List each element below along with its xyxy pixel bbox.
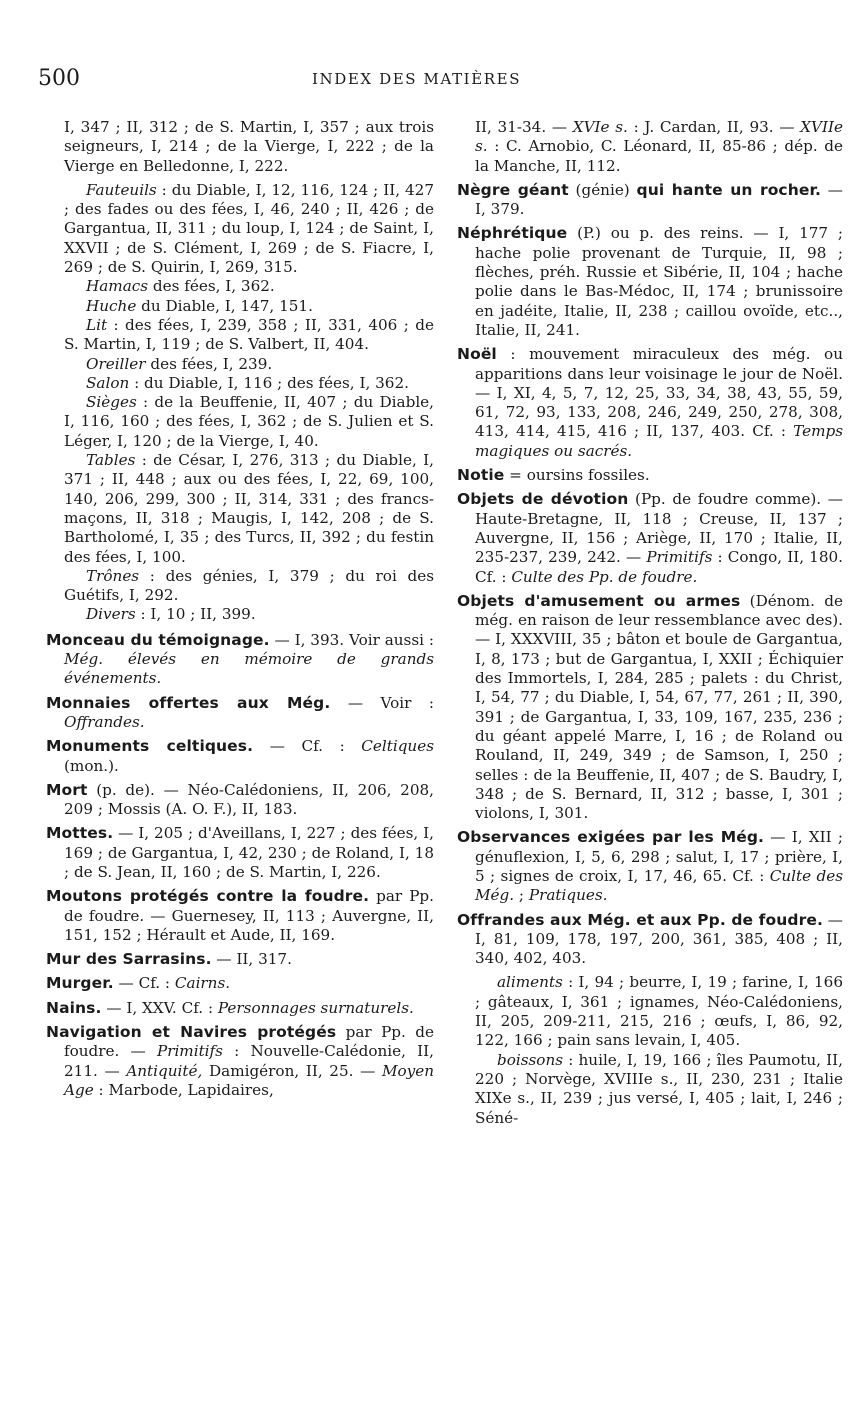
subentry-divers: Divers : I, 10 ; II, 399. [86,605,256,624]
entry-noel: Noël : mouvement miraculeux des még. ou apparitions dans leur voisinage le jour de Noël. — I, XI, 4, 5, 7, 12, 25, 33, 34, 38, 43, 55, 59, 61, 72, 93, 133, 208, 246, 249, 250, 278, 308, 413, 414, 415, 416 ; II, 137, 403. Cf. : Temps magiques ou sacrés. [457,345,843,460]
subentry-tables: Tables : de César, I, 276, 313 ; du Diable, I, 371 ; II, 448 ; aux ou des fées, I, 22, 69, 100, 140, 206, 299, 300 ; II, 314, 331 ; des francs-maçons, II, 318 ; Maugis, I, 142, 208 ; de S. Bartholomé, I, 35 ; des Turcs, II, 392 ; du festin des fées, I, 100. [64,451,434,566]
subentries-block [46,181,434,625]
entry-monuments: Monuments celtiques. — Cf. : Celtiques (mon.). [46,737,434,775]
subentry-aliments: aliments : I, 94 ; beurre, I, 19 ; farine, I, 166 ; gâteaux, I, 361 ; ignames, Néo-Calédoniens, II, 205, 209-211, 215, 216 ; œufs, I, 86, 92, 122, 166 ; pain sans levain, I, 405. [475,973,843,1050]
entry-mottes: Mottes. — I, 205 ; d'Aveillans, I, 227 ; des fées, I, 169 ; de Gargantua, I, 42, 230 ; de Roland, I, 18 ; de S. Jean, II, 160 ; de S. Martin, I, 226. [46,824,434,881]
subentry-huche: Huche du Diable, I, 147, 151. [86,296,313,315]
entry-continuation-right: II, 31-34. — XVIe s. : J. Cardan, II, 93. — XVIIe s. : C. Arnobio, C. Léonard, II, 85-86 ; dép. de la Manche, II, 112. [475,118,844,175]
subentry-trones: Trônes : des génies, I, 379 ; du roi des Guétifs, I, 292. [64,566,434,605]
entry-objets-devotion: Objets de dévotion (Pp. de foudre comme). — Haute-Bretagne, II, 118 ; Creuse, II, 137 ; Auvergne, II, 156 ; Ariège, II, 170 ; Italie, II, 235-237, 239, 242. — Primitifs : Congo, II, 180. Cf. : Culte des Pp. de foudre. [457,490,843,586]
entry-observances: Observances exigées par les Még. — I, XII ; génuflexion, I, 5, 6, 298 ; salut, I, 17 ; prière, I, 5 ; signes de croix, I, 17, 46, 65. Cf. : Culte des Még. ; Pratiques. [457,828,844,905]
entry-nephretique: Néphrétique (P.) ou p. des reins. — I, 177 ; hache polie provenant de Turquie, II, 98 ; flèches, préh. Russie et Sibérie, II, 104 ; hache polie dans le Bas-Médoc, II, 174 ; brunissoire en jadéite, Italie, II, 238 ; caillou ovoïde, etc.., Italie, II, 241. [457,224,843,339]
entry-monceau: Monceau du témoignage. — I, 393. Voir aussi : Még. élevés en mémoire de grands événements. [46,630,435,688]
entry-murger: Murger. — Cf. : Cairns. [46,974,231,993]
subentry-fauteuils: Fauteuils : du Diable, I, 12, 116, 124 ; II, 427 ; des fades ou des fées, I, 46, 240 ; II, 426 ; de Gargantua, II, 311 ; du loup, I, 124 ; de Saint, I, XXVII ; de S. Clément, I, 269 ; de S. Fiacre, I, 269 ; de S. Quirin, I, 269, 315. [64,180,434,277]
subentry-oreiller: Oreiller des fées, I, 239. [86,354,273,373]
entry-mort: Mort (p. de). — Néo-Calédoniens, II, 206, 208, 209 ; Mossis (A. O. F.), II, 183. [46,780,434,819]
entry-mur: Mur des Sarrasins. — II, 317. [46,950,292,969]
entry-objets-amusement: Objets d'amusement ou armes (Dénom. de még. en raison de leur ressemblance avec des). — I, XXXVIII, 35 ; bâton et boule de Gargantua, I, 8, 173 ; but de Gargantua, I, XXII ; Échiquier des Immortels, I, 284, 285 ; palets : du Christ, I, 54, 77 ; du Diable, I, 54, 67, 77, 261 ; II, 390, 391 ; de Gargantua, I, 33, 109, 167, 235, 236 ; du géant appelé Marre, I, 16 ; de Roland ou Rouland, II, 249, 349 ; de Samson, I, 250 ; selles : de la Beuffenie, II, 407 ; de S. Baudry, I, 348 ; de S. Bernard, II, 312 ; basse, I, 301 ; violons, I, 301. [457,591,843,823]
subentry-boissons: boissons : huile, I, 19, 166 ; îles Paumotu, II, 220 ; Norvège, XVIIIe s., II, 230, 231 ; Italie XIXe s., II, 239 ; jus versé, I, 405 ; lait, I, 246 ; Séné- [475,1050,843,1127]
entry-navigation: Navigation et Navires protégés par Pp. de foudre. — Primitifs : Nouvelle-Calédonie, II, 211. — Antiquité, Damigéron, II, 25. — Moyen Age : Marbode, Lapidaires, [46,1023,435,1099]
subentry-sieges: Sièges : de la Beuffenie, II, 407 ; du Diable, I, 116, 160 ; des fées, I, 362 ; de S. Julien et S. Léger, I, 120 ; de la Vierge, I, 40. [64,393,434,450]
running-title: INDEX DES MATIÈRES [312,70,522,88]
entry-continuation: I, 347 ; II, 312 ; de S. Martin, I, 357 ; aux trois seigneurs, I, 214 ; de la Vierge, I, 222 ; de la Vierge en Belledonne, I, 222. [64,118,434,175]
subentry-salon: Salon : du Diable, I, 116 ; des fées, I, 362. [86,373,409,392]
entry-offrandes: Offrandes aux Még. et aux Pp. de foudre. — I, 81, 109, 178, 197, 200, 361, 385, 408 ; II, 340, 402, 403. [457,910,843,968]
entry-nains: Nains. — I, XXV. Cf. : Personnages surnaturels. [46,998,414,1017]
right-column [457,118,843,1128]
left-column [46,118,434,1105]
subentry-hamacs: Hamacs des fées, I, 362. [86,277,275,296]
entry-negre: Nègre géant (génie) qui hante un rocher. — I, 379. [457,180,843,219]
page-header [38,66,838,96]
entry-notie: Notie = oursins fossiles. [457,466,650,485]
entry-moutons: Moutons protégés contre la foudre. par Pp. de foudre. — Guernesey, II, 113 ; Auvergne, II, 151, 152 ; Hérault et Aude, II, 169. [46,887,434,944]
subentry-lit: Lit : des fées, I, 239, 358 ; II, 331, 406 ; de S. Martin, I, 119 ; de S. Valbert, II, 404. [64,315,434,354]
page-number: 500 [38,66,80,91]
entry-monnaies: Monnaies offertes aux Még. — Voir : Offrandes. [46,693,435,731]
